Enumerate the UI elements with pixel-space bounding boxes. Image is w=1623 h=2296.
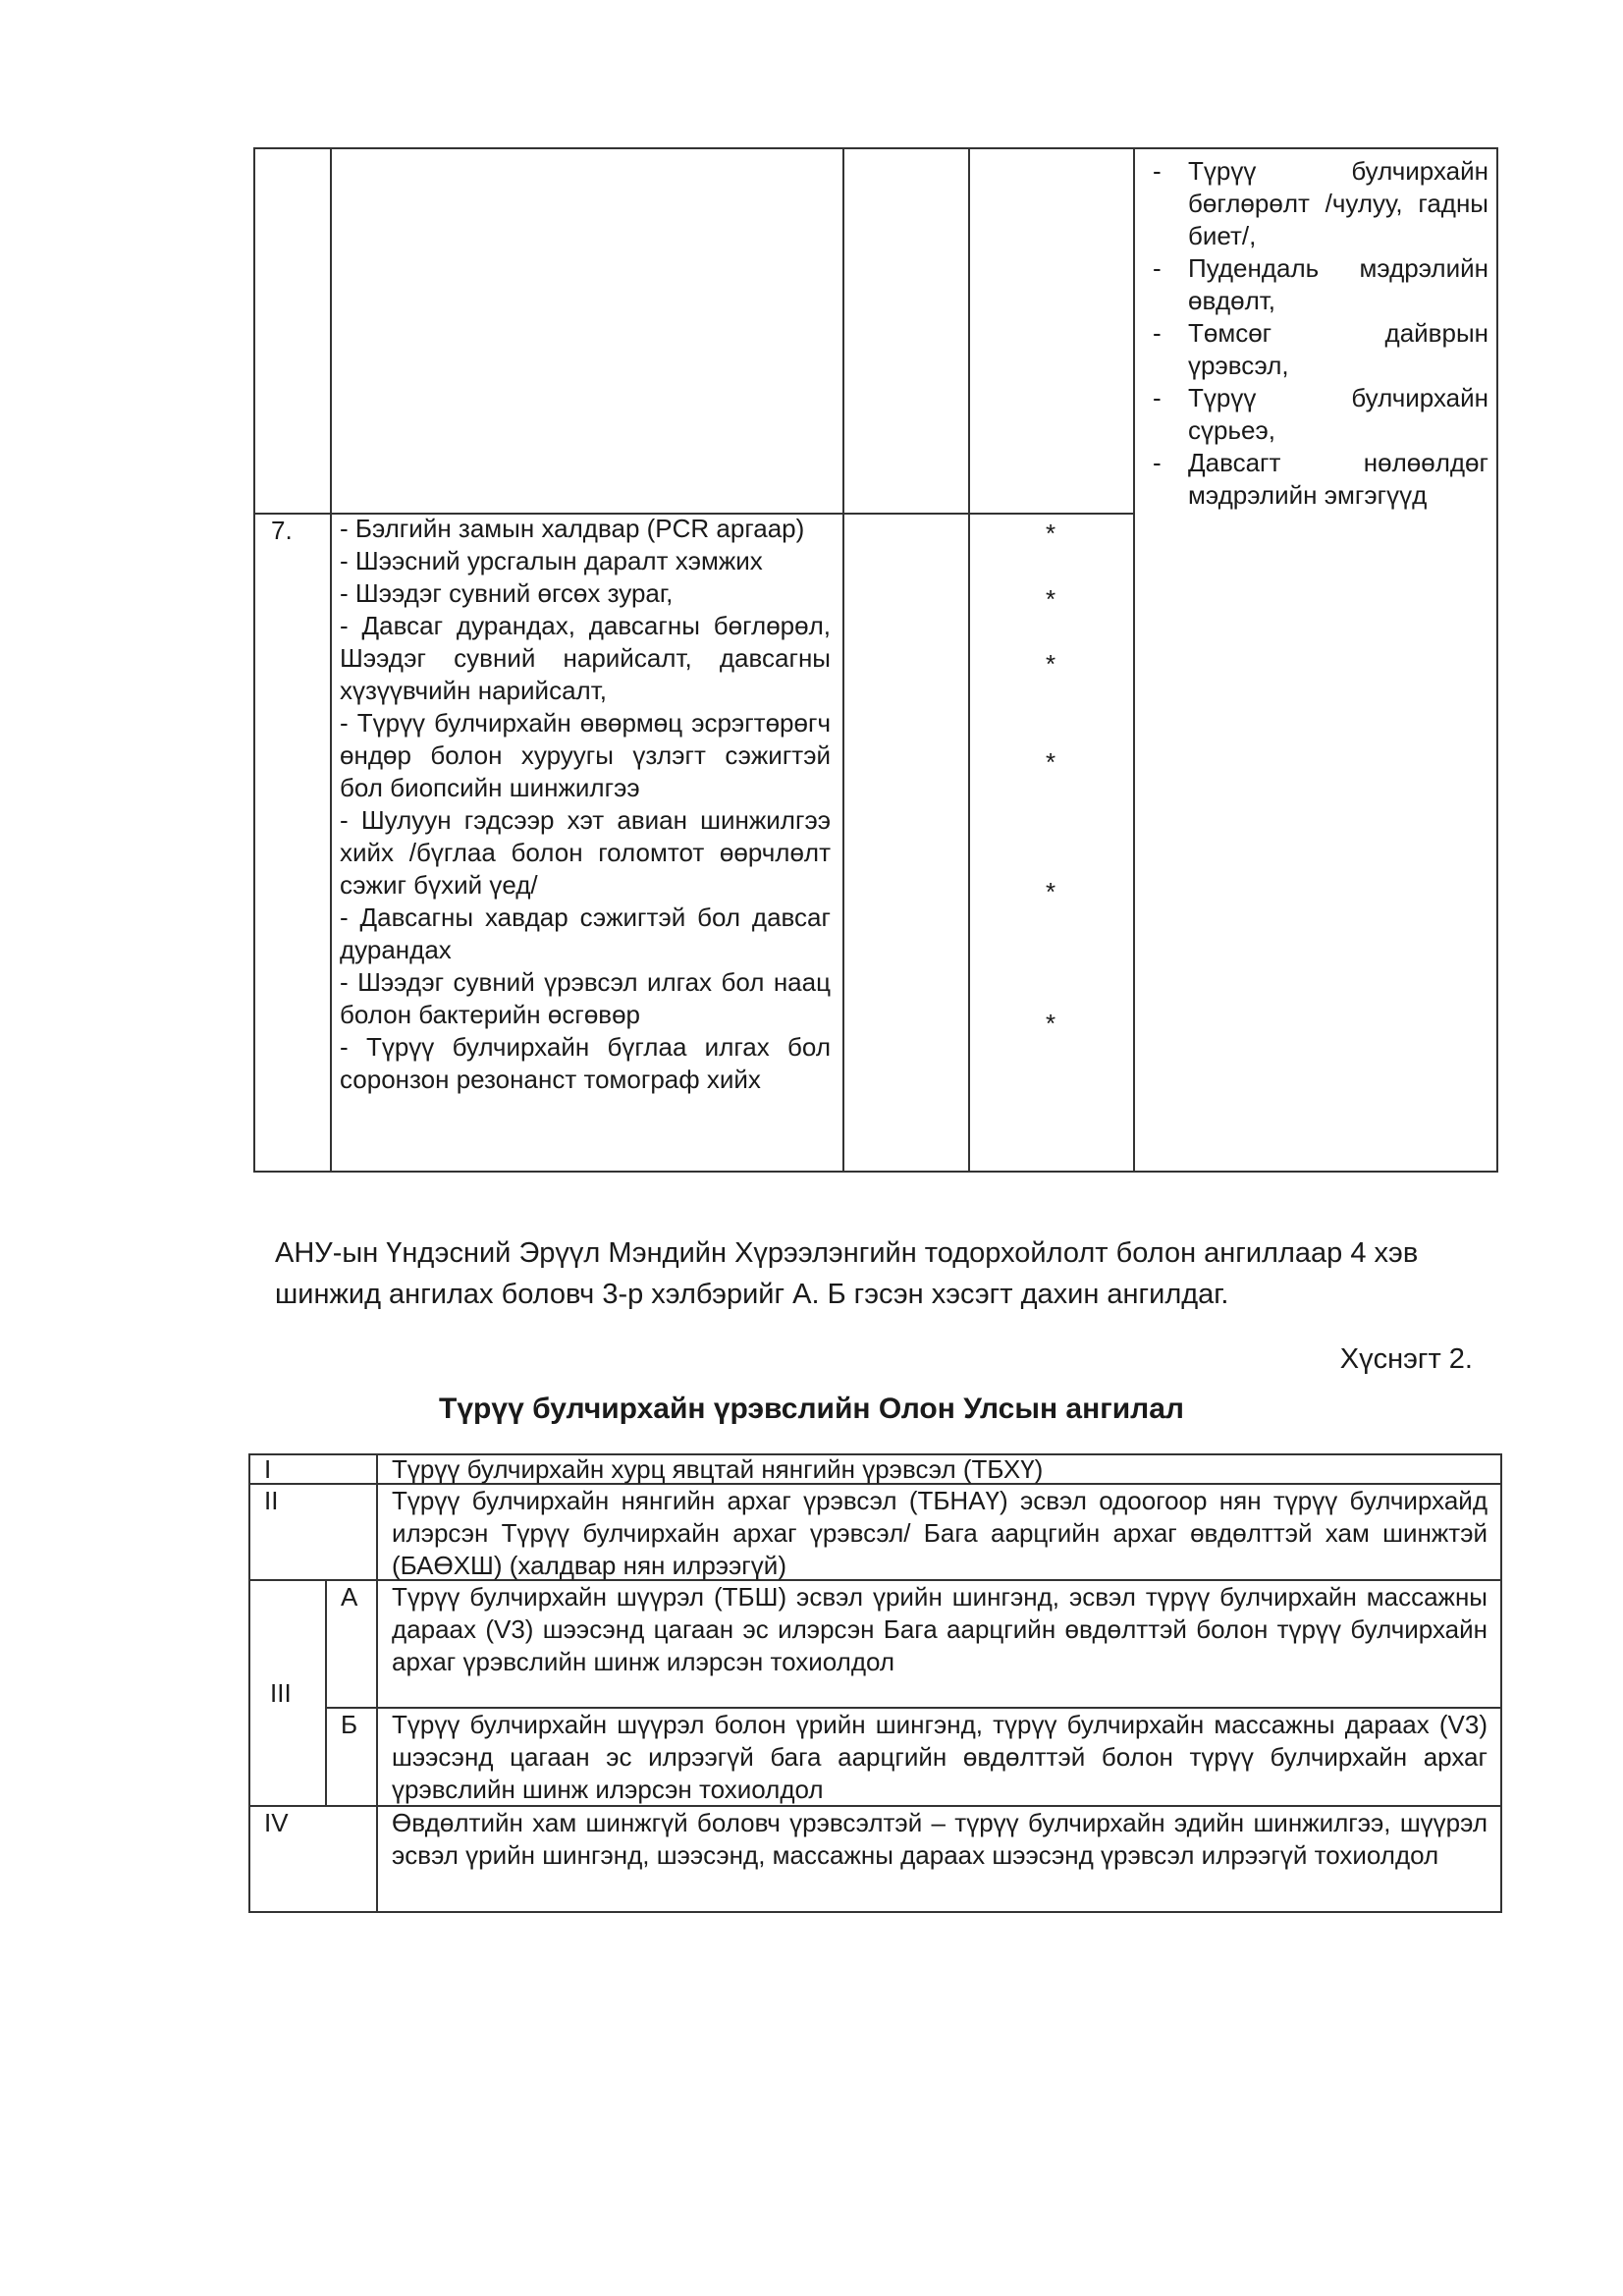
list-item: - Бэлгийн замын халдвар (PCR аргаар) xyxy=(340,514,805,543)
list-item: - Давсагт нөлөөлдөг мэдрэлийн эмгэгүүд xyxy=(1149,447,1488,512)
table-divider xyxy=(842,149,844,1171)
asterisk-mark: * xyxy=(1045,519,1056,548)
row-subnumber: Б xyxy=(341,1710,358,1739)
row-text: Түрүү булчирхайн хурц явцтай нянгийн үрэвсэл (ТБХҮ) xyxy=(392,1454,1044,1484)
row-text: Өвдөлтийн хам шинжгүй боловч үрэвсэлтэй – түрүү булчирхайн эдийн шинжилгээ, шүүрэл эсвэл үрийн шингэнд, шээсэнд, массажны дараах шээсэнд үрэвсэл илрээгүй тохиолдол xyxy=(392,1808,1488,1870)
list-item: - Түрүү булчирхайн бөглөрөлт /чулуу, гадны биет/, xyxy=(1149,155,1488,252)
table-border xyxy=(1496,149,1498,1171)
row-number: III xyxy=(270,1678,292,1708)
table-border xyxy=(253,149,255,1171)
asterisk-mark: * xyxy=(1045,877,1056,906)
asterisk-mark: * xyxy=(1045,747,1056,777)
causes-cell xyxy=(1149,155,1488,512)
row-text: Түрүү булчирхайн шүүрэл (ТБШ) эсвэл үрийн шингэнд, эсвэл түрүү булчирхайн массажны дараах (V3) шээсэнд цагаан эс илэрсэн Бага аарцгийн өвдөлттэй болон түрүү булчирхайн архаг үрэвслийн шинж илэрсэн тохиолдол xyxy=(392,1582,1488,1676)
asterisk-mark: * xyxy=(1045,584,1056,614)
table-border xyxy=(1500,1453,1502,1913)
asterisk-mark: * xyxy=(1045,649,1056,679)
list-item: - Шээдэг сувний үрэвсэл илгах бол наац болон бактерийн өсгөвөр xyxy=(340,967,831,1029)
classification-paragraph: АНУ-ын Үндэсний Эрүүл Мэндийн Хүрээлэнгийн тодорхойлолт болон ангиллаар 4 хэв шинжид ангилах боловч 3-р хэлбэрийг А. Б гэсэн хэсэгт дахин ангилдаг. xyxy=(275,1237,1419,1310)
list-item: - Шээсний урсгалын даралт хэмжих xyxy=(340,546,763,575)
row-number: I xyxy=(264,1454,272,1484)
list-item: - Түрүү булчирхайн бүглаа илгах бол соронзон резонанст томограф хийх xyxy=(340,1032,831,1094)
row-number: IV xyxy=(264,1808,289,1837)
asterisk-mark: * xyxy=(1045,1009,1056,1038)
list-item: - Шээдэг сувний өгсөх зураг, xyxy=(340,578,674,608)
list-item: - Пудендаль мэдрэлийн өвдөлт, xyxy=(1149,252,1488,317)
row-text: Түрүү булчирхайн шүүрэл болон үрийн шингэнд, түрүү булчирхайн массажны дараах (V3) шээсэнд цагаан эс илрээгүй бага аарцгийн өвдөлттэй болон түрүү булчирхайн архаг үрэвслийн шинж илэрсэн тохиолдол xyxy=(392,1710,1488,1804)
row-subnumber: А xyxy=(341,1582,358,1612)
list-item: - Давсагны хавдар сэжигтэй бол давсаг дурандах xyxy=(340,902,831,964)
row-number: II xyxy=(264,1486,279,1515)
classification-table xyxy=(248,1453,1502,1913)
list-item: - Шулуун гэдсээр хэт авиан шинжилгээ хийх /бүглаа болон голомтот өөрчлөлт сэжиг бүхий үед/ xyxy=(340,805,831,900)
table-divider xyxy=(968,149,970,1171)
table-divider xyxy=(1133,149,1135,1171)
table-border xyxy=(248,1911,1502,1913)
table-title: Түрүү булчирхайн үрэвслийн Олон Улсын ангилал xyxy=(439,1393,1184,1425)
list-item: - Давсаг дурандах, давсагны бөглөрөл, Шээдэг сувний нарийсалт, давсагны хүзүүвчийн нарийсалт, xyxy=(340,611,831,705)
diagnostics-table xyxy=(253,147,1498,1173)
table-border xyxy=(248,1453,250,1913)
row-text: Түрүү булчирхайн нянгийн архаг үрэвсэл (ТБНАҮ) эсвэл одоогоор нян түрүү булчирхайд илэрсэн Түрүү булчирхайн архаг үрэвсэл/ Бага аарцгийн архаг өвдөлттэй хам шинжтэй (БАӨХШ) (халдвар нян илрээгүй) xyxy=(392,1486,1488,1580)
row-number: 7. xyxy=(271,516,293,545)
list-item: - Төмсөг дайврын үрэвсэл, xyxy=(1149,317,1488,382)
table-divider xyxy=(330,149,332,1171)
list-item: - Түрүү булчирхайн сүрьеэ, xyxy=(1149,382,1488,447)
table-divider xyxy=(325,1579,327,1805)
appendix-label: Хүснэгт 2. xyxy=(1339,1343,1473,1375)
list-item: - Түрүү булчирхайн өвөрмөц эсрэгтөрөгч өндөр болон хуруугы үзлэгт сэжигтэй бол биопсийн шинжилгээ xyxy=(340,708,831,802)
table-divider xyxy=(376,1453,378,1913)
examinations-cell xyxy=(340,513,831,1096)
